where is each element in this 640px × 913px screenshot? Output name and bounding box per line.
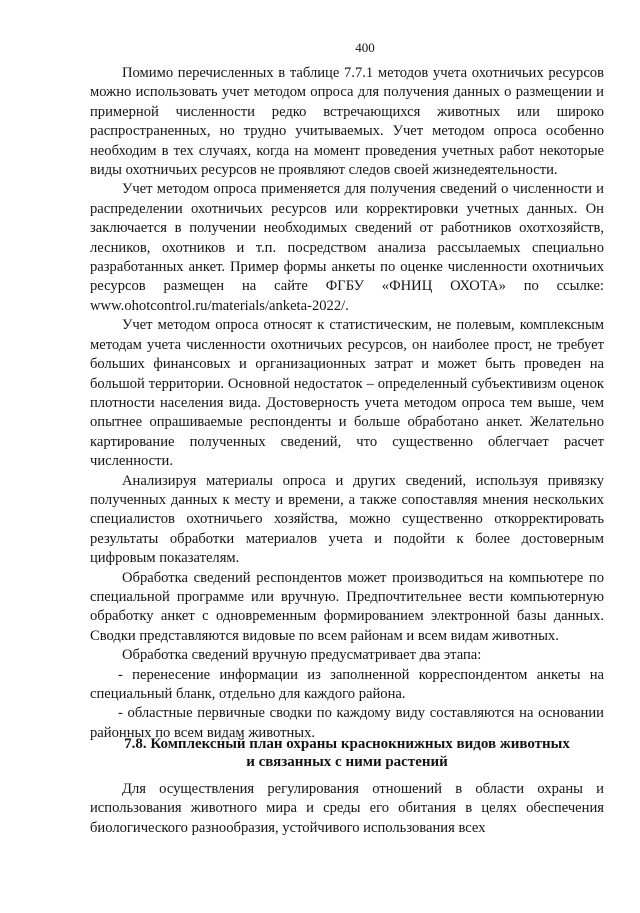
paragraph: Анализируя материалы опроса и других сведений, используя привязку полученных данных к месту и времени, а также сопоставляя мнения нескольких специалистов охотничьего хозяйства, можно существенно откорректировать результаты обработки материалов учета и подойти к более достоверным цифровым показателям. [90, 472, 604, 567]
page-number: 400 [355, 40, 375, 55]
section-body [90, 780, 604, 838]
paragraph: Для осуществления регулирования отношений в области охраны и использования животного мира и среды его обитания в целях обеспечения биологического разнообразия, устойчивого использования всех [90, 781, 604, 836]
paragraph: Помимо перечисленных в таблице 7.7.1 методов учета охотничьих ресурсов можно использовать учет методом опроса для получения данных о размещении и примерной численности редко встречающихся животных или широко распространенных, но трудно учитываемых. Учет методом опроса особенно необходим в тех случаях, когда на момент проведения учетных работ некоторые виды охотничьих ресурсов не проявляют следов своей жизнедеятельности. [90, 65, 604, 179]
document-body [90, 64, 604, 743]
paragraph: Учет методом опроса относят к статистическим, не полевым, комплексным методам учета численности охотничьих ресурсов, он наиболее прост, не требует больших финансовых и организационных затрат и может быть проведен на большой территории. Основной недостаток – определенный субъективизм оценок плотности населения вида. Достоверность учета методом опроса тем выше, чем опытнее опрашиваемые респонденты и больше обработано анкет. Желательно картирование полученных сведений, что существенно облегчает расчет численности. [90, 317, 604, 470]
paragraph: Обработка сведений вручную предусматривает два этапа: [122, 647, 482, 664]
paragraph: Учет методом опроса применяется для получения сведений о численности и распределении охотничьих ресурсов или корректировки учетных данных. Он заключается в получении необходимых сведений от работников охотхозяйств, лесников, охотников и т.п. посредством анализа рассылаемых специально разработанных анкет. Пример формы анкеты по оценке численности охотничьих ресурсов размещен на сайте ФГБУ «ФНИЦ ОХОТА» по ссылке: www.ohotcontrol.ru/materials/anketa-2022/. [90, 181, 604, 314]
heading-line: и связанных с ними растений [246, 754, 448, 770]
section-heading [90, 735, 604, 771]
heading-line: 7.8. Комплексный план охраны краснокнижных видов животных [124, 736, 570, 752]
list-item: - областные первичные сводки по каждому виду составляются на основании районных по всем видам животных. [90, 705, 604, 741]
list-item: - перенесение информации из заполненной корреспондентом анкеты на специальный бланк, отдельно для каждого района. [90, 666, 604, 702]
paragraph: Обработка сведений респондентов может производиться на компьютере по специальной программе или вручную. Предпочтительнее вести компьютерную обработку анкет с одновременным формированием электронной базы данных. Сводки представляются видовые по всем районам и всем видам животных. [90, 569, 604, 644]
